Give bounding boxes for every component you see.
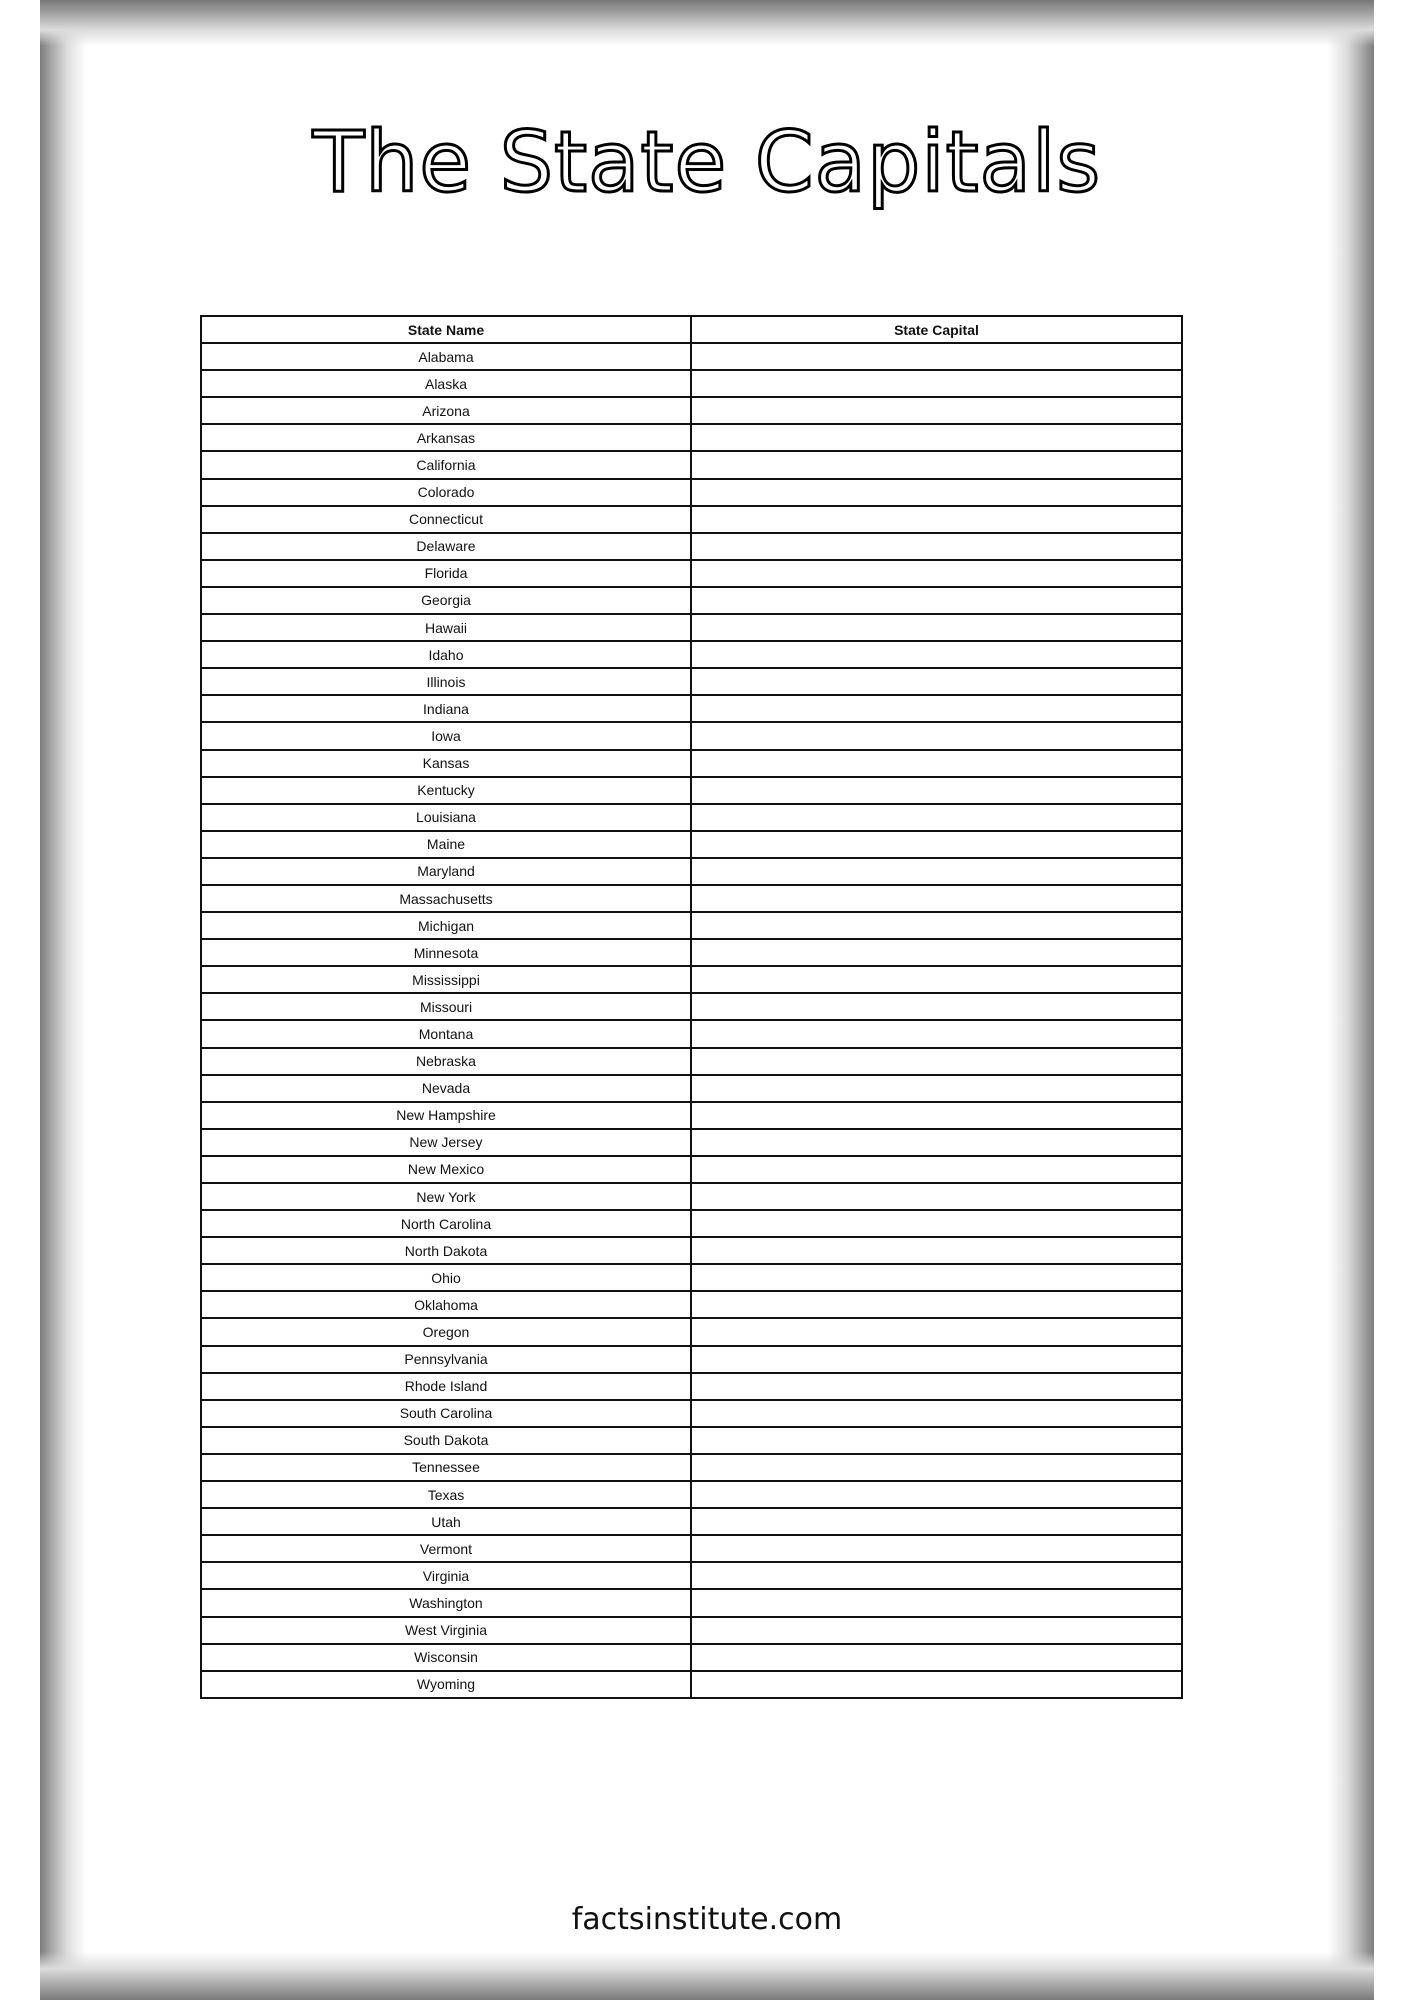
state-capital-cell[interactable] (691, 1210, 1182, 1237)
state-capital-cell[interactable] (691, 668, 1182, 695)
state-name-cell: Oklahoma (201, 1291, 691, 1318)
state-name-cell: Alabama (201, 343, 691, 370)
table-row (201, 777, 1182, 804)
state-capital-cell[interactable] (691, 1020, 1182, 1047)
state-capital-cell[interactable] (691, 993, 1182, 1020)
state-capital-cell[interactable] (691, 1481, 1182, 1508)
table-row (201, 479, 1182, 506)
state-capital-cell[interactable] (691, 397, 1182, 424)
table-row (201, 533, 1182, 560)
state-name-cell: New Hampshire (201, 1102, 691, 1129)
state-name-cell: Michigan (201, 912, 691, 939)
state-capital-cell[interactable] (691, 506, 1182, 533)
table-row (201, 1102, 1182, 1129)
state-capital-cell[interactable] (691, 641, 1182, 668)
table-header-row (201, 316, 1182, 343)
table-row (201, 1075, 1182, 1102)
table-row (201, 614, 1182, 641)
state-name-cell: Louisiana (201, 804, 691, 831)
state-name-cell: Kansas (201, 750, 691, 777)
state-name-cell: Pennsylvania (201, 1346, 691, 1373)
table-row (201, 993, 1182, 1020)
state-name-cell: Wyoming (201, 1671, 691, 1698)
state-capital-cell[interactable] (691, 750, 1182, 777)
state-name-cell: Rhode Island (201, 1373, 691, 1400)
state-capital-cell[interactable] (691, 1048, 1182, 1075)
page-shadow-top (40, 0, 1374, 46)
page-shadow-bottom (40, 1952, 1374, 2000)
table-row (201, 560, 1182, 587)
table-row (201, 587, 1182, 614)
table-row (201, 750, 1182, 777)
state-name-cell: Alaska (201, 370, 691, 397)
table-row (201, 668, 1182, 695)
table-row (201, 831, 1182, 858)
state-capital-cell[interactable] (691, 1291, 1182, 1318)
state-name-cell: Nevada (201, 1075, 691, 1102)
state-name-cell: Oregon (201, 1318, 691, 1345)
table-row (201, 1291, 1182, 1318)
table-row (201, 912, 1182, 939)
state-capital-cell[interactable] (691, 1535, 1182, 1562)
table-row (201, 1400, 1182, 1427)
table-row (201, 1617, 1182, 1644)
state-capital-cell[interactable] (691, 1671, 1182, 1698)
state-capital-cell[interactable] (691, 424, 1182, 451)
state-name-cell: Iowa (201, 722, 691, 749)
table-row (201, 1562, 1182, 1589)
state-name-cell: New York (201, 1183, 691, 1210)
state-capital-cell[interactable] (691, 1237, 1182, 1264)
state-capital-cell[interactable] (691, 560, 1182, 587)
state-capital-cell[interactable] (691, 1644, 1182, 1671)
table-row (201, 641, 1182, 668)
table-row (201, 1156, 1182, 1183)
page-shadow-left (40, 0, 86, 2000)
state-name-cell: South Dakota (201, 1427, 691, 1454)
state-name-cell: Georgia (201, 587, 691, 614)
state-capital-cell[interactable] (691, 533, 1182, 560)
table-row (201, 1481, 1182, 1508)
table-body (201, 343, 1182, 1698)
state-name-cell: Mississippi (201, 966, 691, 993)
state-capital-cell[interactable] (691, 1562, 1182, 1589)
state-name-cell: Minnesota (201, 939, 691, 966)
state-name-cell: West Virginia (201, 1617, 691, 1644)
state-capital-cell[interactable] (691, 966, 1182, 993)
state-capital-cell[interactable] (691, 831, 1182, 858)
column-header-state-capital: State Capital (691, 316, 1182, 343)
state-name-cell: Connecticut (201, 506, 691, 533)
state-name-cell: New Jersey (201, 1129, 691, 1156)
table-row (201, 858, 1182, 885)
table-row (201, 1318, 1182, 1345)
table-row (201, 1048, 1182, 1075)
state-name-cell: Delaware (201, 533, 691, 560)
table-row (201, 722, 1182, 749)
state-name-cell: California (201, 451, 691, 478)
state-name-cell: North Dakota (201, 1237, 691, 1264)
table-row (201, 1373, 1182, 1400)
table-row (201, 695, 1182, 722)
state-capital-cell[interactable] (691, 1156, 1182, 1183)
state-name-cell: Massachusetts (201, 885, 691, 912)
state-capital-cell[interactable] (691, 614, 1182, 641)
state-capital-cell[interactable] (691, 1373, 1182, 1400)
state-capital-cell[interactable] (691, 479, 1182, 506)
state-capital-cell[interactable] (691, 1589, 1182, 1616)
state-name-cell: Arizona (201, 397, 691, 424)
table-row (201, 1508, 1182, 1535)
table-row (201, 939, 1182, 966)
state-name-cell: Missouri (201, 993, 691, 1020)
state-capital-cell[interactable] (691, 1318, 1182, 1345)
table-row (201, 1264, 1182, 1291)
state-capital-cell[interactable] (691, 451, 1182, 478)
table-row (201, 397, 1182, 424)
state-capital-cell[interactable] (691, 1264, 1182, 1291)
table-row (201, 1210, 1182, 1237)
state-capital-cell[interactable] (691, 370, 1182, 397)
state-capital-cell[interactable] (691, 1183, 1182, 1210)
state-name-cell: Indiana (201, 695, 691, 722)
state-name-cell: Kentucky (201, 777, 691, 804)
state-name-cell: Illinois (201, 668, 691, 695)
state-name-cell: Nebraska (201, 1048, 691, 1075)
state-name-cell: Washington (201, 1589, 691, 1616)
state-name-cell: Virginia (201, 1562, 691, 1589)
state-name-cell: Arkansas (201, 424, 691, 451)
state-capital-cell[interactable] (691, 939, 1182, 966)
page-shadow-right (1328, 0, 1374, 2000)
state-capital-cell[interactable] (691, 1427, 1182, 1454)
table-row (201, 1589, 1182, 1616)
state-name-cell: Idaho (201, 641, 691, 668)
table-row (201, 424, 1182, 451)
table-row (201, 804, 1182, 831)
state-name-cell: Florida (201, 560, 691, 587)
footer-website: factsinstitute.com (571, 1902, 843, 1937)
state-capital-cell[interactable] (691, 777, 1182, 804)
table-row (201, 343, 1182, 370)
state-name-cell: Tennessee (201, 1454, 691, 1481)
state-capital-cell[interactable] (691, 1454, 1182, 1481)
state-name-cell: Maine (201, 831, 691, 858)
table-row (201, 506, 1182, 533)
state-name-cell: North Carolina (201, 1210, 691, 1237)
state-capital-cell[interactable] (691, 912, 1182, 939)
state-capital-cell[interactable] (691, 1346, 1182, 1373)
table-row (201, 1535, 1182, 1562)
state-capital-cell[interactable] (691, 1129, 1182, 1156)
state-capitals-table (200, 315, 1183, 1699)
state-name-cell: Utah (201, 1508, 691, 1535)
state-capital-cell[interactable] (691, 722, 1182, 749)
table-row (201, 1454, 1182, 1481)
table-row (201, 1237, 1182, 1264)
state-capital-cell[interactable] (691, 804, 1182, 831)
table-row (201, 1346, 1182, 1373)
state-name-cell: Maryland (201, 858, 691, 885)
table-row (201, 1644, 1182, 1671)
state-name-cell: Wisconsin (201, 1644, 691, 1671)
state-name-cell: Colorado (201, 479, 691, 506)
state-name-cell: Ohio (201, 1264, 691, 1291)
state-capital-cell[interactable] (691, 1102, 1182, 1129)
table-row (201, 1183, 1182, 1210)
state-capital-cell[interactable] (691, 1617, 1182, 1644)
table-row (201, 1671, 1182, 1698)
state-capital-cell[interactable] (691, 587, 1182, 614)
table-row (201, 1129, 1182, 1156)
page-title: The State Capitals (312, 113, 1102, 211)
state-name-cell: South Carolina (201, 1400, 691, 1427)
state-capital-cell[interactable] (691, 858, 1182, 885)
table-row (201, 370, 1182, 397)
table-row (201, 966, 1182, 993)
state-capital-cell[interactable] (691, 1508, 1182, 1535)
column-header-state-name: State Name (201, 316, 691, 343)
state-capital-cell[interactable] (691, 343, 1182, 370)
table-row (201, 1020, 1182, 1047)
state-name-cell: Montana (201, 1020, 691, 1047)
state-name-cell: Vermont (201, 1535, 691, 1562)
state-capital-cell[interactable] (691, 1400, 1182, 1427)
table-row (201, 451, 1182, 478)
table-row (201, 885, 1182, 912)
table-row (201, 1427, 1182, 1454)
state-name-cell: Hawaii (201, 614, 691, 641)
state-capital-cell[interactable] (691, 1075, 1182, 1102)
state-name-cell: Texas (201, 1481, 691, 1508)
state-name-cell: New Mexico (201, 1156, 691, 1183)
state-capital-cell[interactable] (691, 695, 1182, 722)
state-capital-cell[interactable] (691, 885, 1182, 912)
